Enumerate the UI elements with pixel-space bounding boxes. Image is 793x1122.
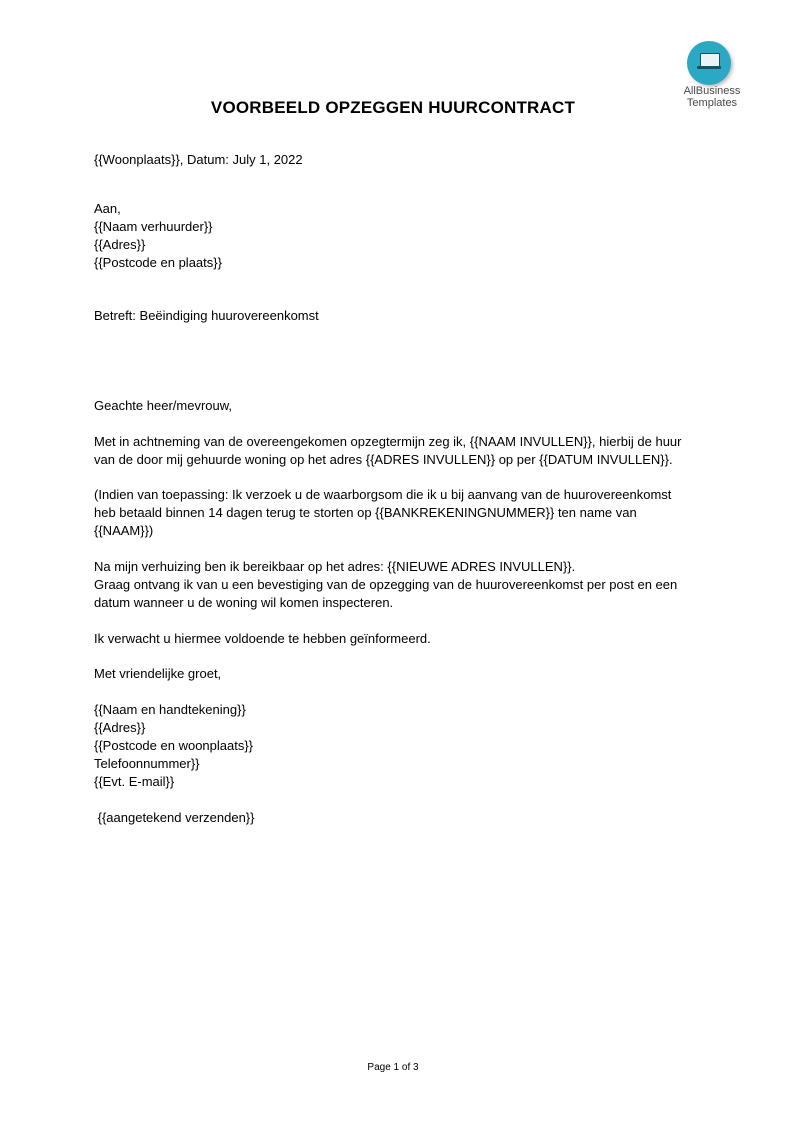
paragraph3-line2: Graag ontvang ik van u een bevestiging van de opzegging van de huurovereenkomst per post en een	[94, 577, 678, 592]
paragraph1-line1: Met in achtneming van de overeengekomen opzegtermijn zeg ik, {{NAAM INVULLEN}}, hierbij de huur	[94, 434, 682, 449]
sender-name: {{Naam en handtekening}}	[94, 702, 246, 717]
paragraph3-line3: datum wanneer u de woning wil komen inspecteren.	[94, 595, 394, 610]
closing: Met vriendelijke groet,	[94, 666, 222, 681]
paragraph4: Ik verwacht u hiermee voldoende te hebben geïnformeerd.	[94, 631, 431, 646]
subject-line: Betreft: Beëindiging huurovereenkomst	[94, 308, 319, 323]
sender-postcode: {{Postcode en woonplaats}}	[94, 738, 254, 753]
paragraph3-line1: Na mijn verhuizing ben ik bereikbaar op het adres: {{NIEUWE ADRES INVULLEN}}.	[94, 559, 576, 574]
salutation: Geachte heer/mevrouw,	[94, 398, 233, 413]
date-line: {{Woonplaats}}, Datum: July 1, 2022	[94, 152, 303, 167]
recipient-to: Aan,	[94, 201, 121, 216]
laptop-icon	[700, 53, 720, 67]
sender-email: {{Evt. E-mail}}	[94, 774, 175, 789]
sender-phone: Telefoonnummer}}	[94, 756, 200, 771]
paragraph2-line3: {{NAAM}})	[94, 523, 154, 538]
logo-circle	[687, 41, 731, 85]
paragraph2-line1: (Indien van toepassing: Ik verzoek u de waarborgsom die ik u bij aanvang van de huurovereenkomst	[94, 487, 672, 502]
page-number: Page 1 of 3	[367, 1062, 419, 1073]
document-title: VOORBEELD OPZEGGEN HUURCONTRACT	[210, 98, 576, 117]
logo-brand-line2: Templates	[686, 97, 738, 109]
laptop-base-icon	[697, 66, 721, 69]
logo-brand-line1: AllBusiness	[683, 85, 741, 97]
recipient-postcode: {{Postcode en plaats}}	[94, 255, 222, 270]
paragraph2-line2: heb betaald binnen 14 dagen terug te storten op {{BANKREKENINGNUMMER}} ten name van	[94, 505, 637, 520]
paragraph1-line2: van de door mij gehuurde woning op het adres {{ADRES INVULLEN}} op per {{DATUM INVULLEN}}.	[94, 452, 673, 467]
sender-address: {{Adres}}	[94, 720, 146, 735]
recipient-address: {{Adres}}	[94, 237, 146, 252]
shipping-note: {{aangetekend verzenden}}	[94, 810, 255, 825]
recipient-name: {{Naam verhuurder}}	[94, 219, 213, 234]
